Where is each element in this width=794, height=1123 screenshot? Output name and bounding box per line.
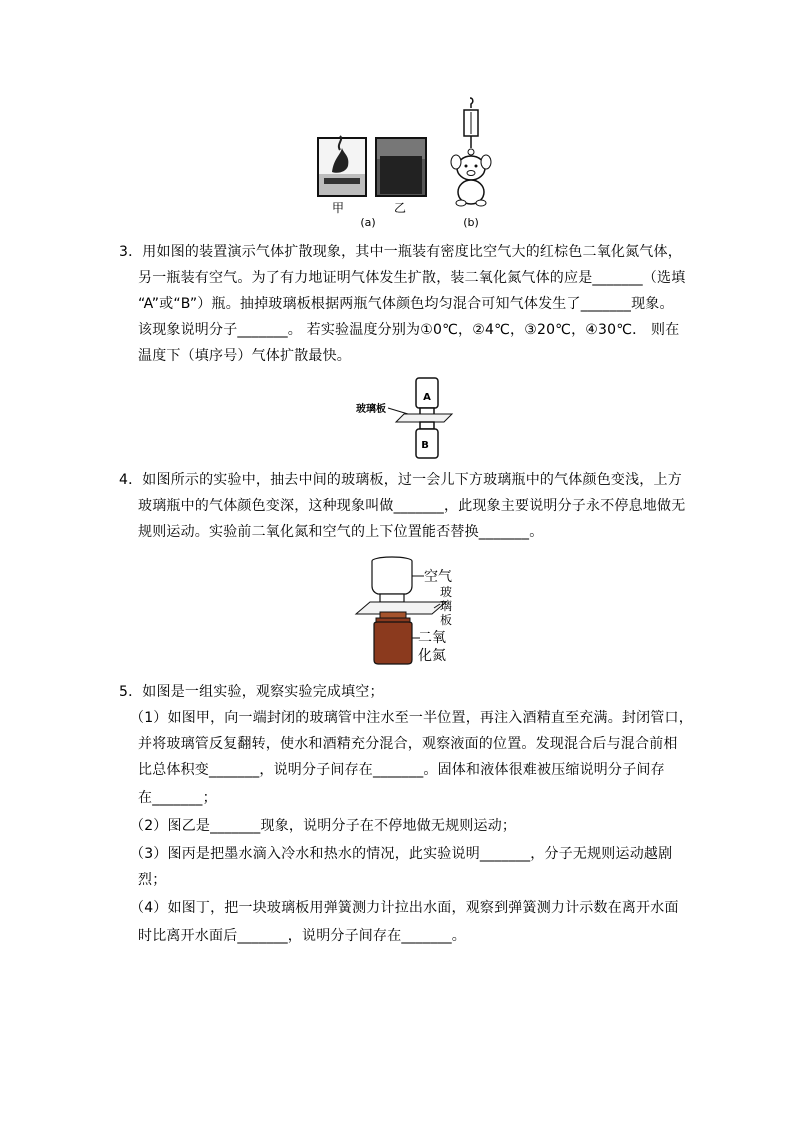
q5-line-7: （3）图丙是把墨水滴入冷水和热水的情况，此实验说明_______，分子无规则运动越剧 — [130, 846, 673, 862]
label-yi: 乙 — [393, 201, 407, 215]
label-glass-1: 玻 — [440, 585, 453, 599]
bottle-b — [416, 422, 438, 458]
label-a: A — [423, 392, 431, 403]
q5-line-1: 5．如图是一组实验，观察实验完成填空； — [119, 684, 384, 700]
label-jia: 甲 — [331, 201, 345, 215]
q5-line-8: 烈； — [138, 872, 167, 888]
figure-diffusion-bottles — [356, 376, 466, 460]
q3-line-1: 3．用如图的装置演示气体扩散现象，其中一瓶装有密度比空气大的红棕色二氧化氮气体， — [119, 244, 682, 260]
q3-line-3: “A”或“B”）瓶。抽掉玻璃板根据两瓶气体颜色均匀混合可知气体发生了_______现象。 — [138, 296, 674, 312]
label-glass-3: 板 — [440, 613, 453, 627]
q3-line-5: 温度下（填序号）气体扩散最快。 — [138, 348, 351, 364]
spring-scale-doll — [451, 98, 491, 206]
figure-air-no2 — [354, 552, 464, 666]
q5-line-2: （1）如图甲，向一端封闭的玻璃管中注水至一半位置，再注入酒精直至充满。封闭管口， — [130, 710, 693, 726]
q4-line-2: 玻璃瓶中的气体颜色变深，这种现象叫做_______，此现象主要说明分子永不停息地做无 — [138, 498, 686, 514]
caption-b: (b) — [463, 216, 479, 229]
bottle-no2 — [374, 612, 412, 664]
label-glass-2: 璃 — [440, 599, 453, 613]
label-no2-1: 二氧 — [418, 630, 446, 646]
q5-line-4: 比总体积变_______，说明分子间存在_______。固体和液体很难被压缩说明分子间存 — [138, 762, 665, 778]
label-no2-2: 化氮 — [418, 648, 446, 664]
q4-line-1: 4．如图所示的实验中，抽去中间的玻璃板，过一会儿下方玻璃瓶中的气体颜色变浅，上方 — [119, 472, 682, 488]
q4-line-3: 规则运动。实验前二氧化氮和空气的上下位置能否替换_______。 — [138, 524, 544, 540]
q3-line-4: 该现象说明分子_______。 若实验温度分别为①0℃，②4℃，③20℃，④30℃． 则在 — [138, 322, 680, 338]
bottle-air — [372, 557, 412, 602]
caption-a: (a) — [360, 216, 376, 229]
q5-line-3: 并将玻璃管反复翻转，使水和酒精充分混合，观察液面的位置。发现混合后与混合前相 — [138, 736, 678, 752]
beaker-yi — [376, 138, 426, 196]
q5-line-6: （2）图乙是_______现象，说明分子在不停地做无规则运动； — [130, 818, 517, 834]
q5-line-10: 时比离开水面后_______，说明分子间存在_______。 — [138, 928, 466, 944]
bottle-a — [416, 378, 438, 415]
label-glass-board: 玻璃板 — [356, 404, 386, 415]
q5-line-9: （4）如图丁，把一块玻璃板用弹簧测力计拉出水面，观察到弹簧测力计示数在离开水面 — [130, 900, 679, 916]
beaker-jia — [318, 136, 366, 196]
label-air: 空气 — [424, 569, 452, 585]
q5-line-5: 在_______； — [138, 790, 217, 806]
glass-board — [396, 414, 452, 422]
figure-beakers-and-scale — [310, 96, 510, 232]
label-b: B — [421, 440, 429, 451]
q3-line-2: 另一瓶装有空气。为了有力地证明气体发生扩散，装二氧化氮气体的应是_______（选填 — [138, 270, 686, 286]
